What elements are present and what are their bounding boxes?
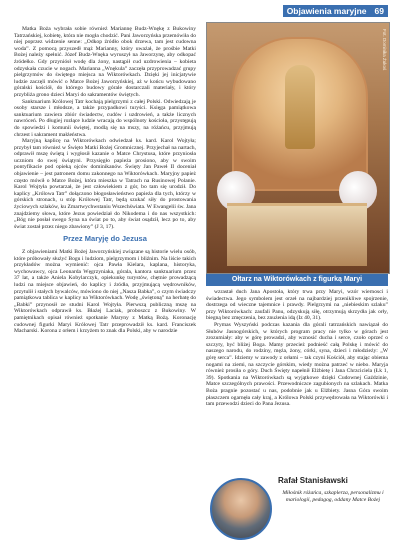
altar-table [227,203,367,266]
paragraph: Prymas Wyszyński podczas kazania dla górali tatrzańskich nawiązał do Słubów Jasnogórskich, w których program pracy nie tylko w górach jest zrozumiały: aby w górę prowadzi, aby wznosić ducha i serce, czoło oprzeć o szczyty, być bliżej Boga. Mamy przecież podnieść całą Polskę i mówić do naszego narodu, do rodziny, męża, żony, córki, syna, dzieci i młodzieży: „W górę serca”. Idziemy w zawody z orłami – tak czyni Kościół, aby stając obiema nogami na ziemi, na szczycie górskim, wiedy można patrzeć w niebo. Maryja również prosiła o góry. Duch Święty napełnił Elżbietę i Jana Chrzciciela (Łk 1, 39). Spotkania na Wiktorówkach są wyjątkowe dzięki Cudownej Gaździnie, Matce szczególnych prawości. Przewodniczce zagubionych na szlakach. Matka Boża pragnie pozostać u nas, podobnie jak u Elżbiety. Jasna Góra swoim płaszczem ogarnęła cały kraj, a Królowa Polski przywędrowała na Wiktorówki i tam przewodzi dzieci do Pana Jezusa. [206,321,388,408]
left-column [14,26,196,335]
paragraph: Matka Boża wybrała sobie również Mariannę Budz-Wnękę z Bukowiny Tatrzańskiej, kobietę, która nie mogła chodzić. Pani Jaworzyńska przemówiła do niej poprzez widzenie senne: „Odkop źródło obok drzewa, tam jest cudowna woda”. Z pomocą przyszedł mąż Marianny, który uważał, że prośbie Matki Bożej należy spełnić. Józef Budz-Wnęka wyruszył na Jaworzynę, aby odkopać źródełko. Gdy przyniósł wodę dla żony, nastąpił cud uzdrowienia – kobieta odzyskała czucie w nogach. Marianna „Wnękula” zaczęła przyprowadzać grupy pielgrzymów do świętego miejsca na Wiktorówkach. Dzięki jej inicjatywie ludzie zaczęli mówić o Matce Bożej Jaworzyńskiej, aż w końcu wybudowano góralski kościół, do którego budowy górale dostarczali materiały, i który przybliża grono dzieci Maryi do sakramentów świętych. [14,26,196,98]
paragraph: Z objawieniami Matki Bożej Jaworzyńskiej związane są historie wielu osób, które próbowały służyć Bogu i ludziom, pielgrzymom i bliźnim. Na liście takich przykładów można wymienić: ojca Pawła Kielara, kaplana, historyka, wychowawcy, ojca Leonarda Węgrzyniaka, górala, kantora sanktuarium przez 37 lat, a także Aniela Kobylarczyk, opiekunkę turystów, chętnie prowadzącą ludzi na miejsce objawień, do kaplicy i źródła, przyjmującą wędrowników, przytulił i stałych bywalców, mówiono do niej „Nasza Babka”, o czym świadczy pamiątkowa tablica w kaplicy na Wiktorówkach. Wodę „świętoną” na herbatę do „Babki” przynosił ze studni Karol Wojtyła. Pierwszą publiczną mszę na Wiktorówkach odprawił ks. Błażej Laciak, proboszcz z Bukowiny. W pamiętnikach opisał również spotkanie Maryny z Matką Bożą. Koronację cudownej figurki Maryi Królowej Tatr przeprowadził ks. kard. Franciszek Macharski. Korona z orłem i krzyżem to znak dla Polski, aby w narodzie [14,249,196,335]
altar-photo [206,22,390,274]
author-description: Miłośnik różańca, szkaplerza, personalizmu i mariologii, pedagog, oddany Matce Bożej [282,490,384,503]
author-name: Rafał Stanisławski [278,476,348,485]
mary-statue [285,65,315,149]
photo-caption: Ołtarz na Wiktorówkach z figurką Maryi [206,274,388,286]
section-heading: Przez Maryję do Jezusa [63,234,147,244]
paragraph: Maryjną kaplicę na Wiktorówkach odwiedzał ks. kard. Karol Wojtyła; przybył tam również w Święto Matki Bożej Gromnicznej. Przyjechał na nartach, odprawił mszę świętą i wygłosił kazanie o Matce Chrystusa, które przyniosła uczniom do swej świątyni. Przysięgło papieża prosiono, aby w swoim pontyfikacie pod opieką ojców dominikanów. Święty Jan Paweł II doceniał objawienie – jest patronem domu zakonnego na Wiktorówkach. Maryjny papież często mówił o Matce Bożej, która mieszka w Tatrach na Rusinowej Polanie. Karol Wojtyła powtarzał, że jest człowiekiem z gór, bo tam się urodził. Do kaplicy „Królowa Tatr” dołączono błogosławieństwo papieża dla tych, którzy w górskich stronach, u stóp Królowej Tatr, będą szukać siły do prostowania życiowych szlaków, ku Zmartwychwstaniu Wszechświata. W Ewangelii św. Jana znajdziemy słowa, które Jezus powiedział do Nikodema i do nas wszystkich: „Bóg nie posłał swego Syna na świat po to, aby świat osądził, lecz po to, aby świat został przez niego zbawiony” (J 3, 17). [14,138,196,230]
paragraph: Sanktuarium Królowej Tatr kochają pielgrzymi z całej Polski. Odwiedzają je osoby starsze i młodsze, a także przypadkowi turyści. Księga pamiątkowa sanktuarium zawiera zbiór świadectw, cudów i uzdrowień, a także licznych nawróceń. Po długiej rozłące ludzie wracają do wspólnoty kościoła, przystępują do spowiedzi i komunii świętej, modlą się na mszy, na różańcu, przyjmują chrzest i sakrament małżeństwa. [14,98,196,138]
section-header-bar [283,5,388,17]
author-box [206,466,388,542]
section-title: Objawienia maryjne [286,6,367,16]
page-header [0,0,400,20]
author-avatar [210,478,272,540]
paragraph: wzrastał duch Jana Apostoła, który trwa przy Maryi, wzór wiernosci i świadectwa. Jego symbolem jest orzeł na najbardziej przenikliwe spojrzenie, dostrzega od wieczne tajemnice i prawdy. Pielgrzymi na „niebieskim szlaku” przy Wiktorówkach: zaufali Panu, odzyskują siłę, otrzymują skrzydła jak orły, biegną bez zmęczenia, bez znużenia idą (Iz 40, 31). [206,289,388,322]
photo-credit: Fot. Dominika Żukoś [382,29,387,71]
page-number: 69 [374,6,384,16]
right-column [206,289,388,408]
